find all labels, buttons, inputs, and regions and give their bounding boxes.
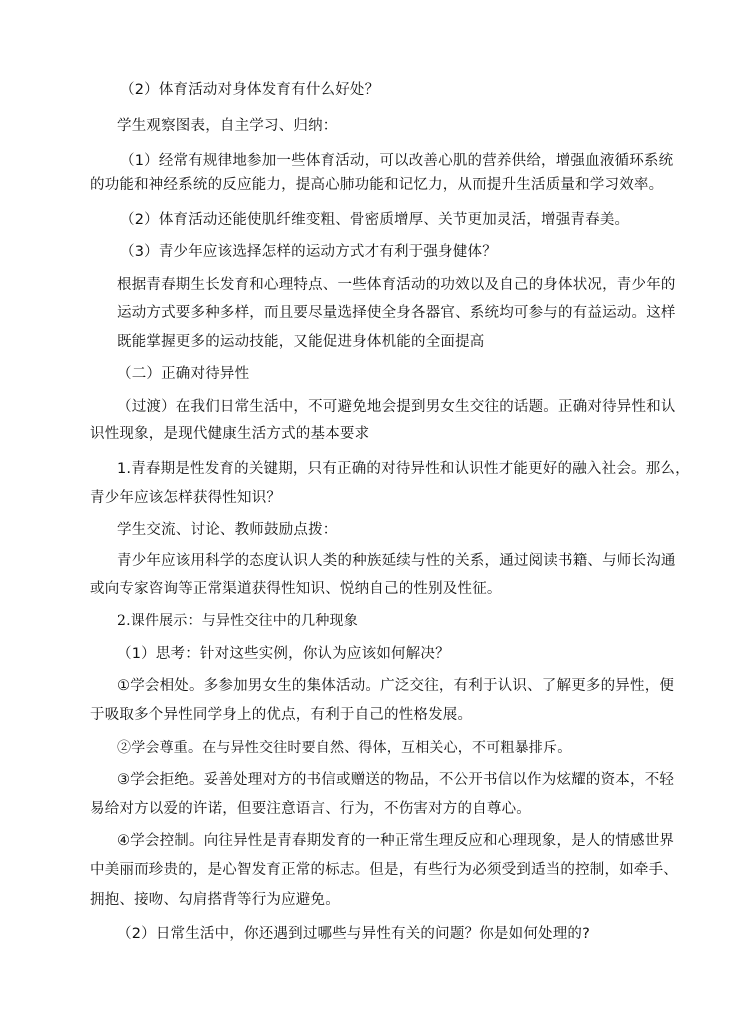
paragraph-line: 既能掌握更多的运动技能，又能促进身体机能的全面提高 <box>117 334 485 350</box>
question-heading: （2）日常生活中，你还遇到过哪些与异性有关的问题？你是如何处理的? <box>117 926 591 942</box>
paragraph-line: 识性现象，是现代健康生活方式的基本要求 <box>90 426 370 442</box>
paragraph-line: 运动方式要多种多样，而且要尽量选择使全身各器官、系统均可参与的有益运动。这样 <box>117 305 676 321</box>
list-item: ③学会拒绝。妥善处理对方的书信或赠送的物品，不公开书信以作为炫耀的资本，不轻 <box>117 772 675 788</box>
list-item: ②学会尊重。在与异性交往时要自然、得体，互相关心，不可粗暴排斥。 <box>117 740 572 756</box>
paragraph-line: （1）经常有规律地参加一些体育活动，可以改善心肌的营养供给，增强血液循环系统 <box>120 153 674 169</box>
section-heading: （二）正确对待异性 <box>117 366 250 382</box>
courseware-heading: 2.课件展示：与异性交往中的几种现象 <box>117 613 358 629</box>
list-item-continuation: 拥抱、接吻、勾肩搭背等行为应避免。 <box>90 892 340 908</box>
list-item: ①学会相处。多参加男女生的集体活动。广泛交往，有利于认识、了解更多的异性，便 <box>117 678 675 694</box>
question-3-heading: （3）青少年应该选择怎样的运动方式才有利于强身健体？ <box>120 244 497 260</box>
paragraph-line: 青少年应该怎样获得性知识？ <box>90 490 282 506</box>
list-item-continuation: 易给对方以爱的许诺，但要注意语言、行为，不伤害对方的自尊心。 <box>90 801 531 817</box>
paragraph-line: （过渡）在我们日常生活中，不可避免地会提到男女生交往的话题。正确对待异性和认 <box>117 399 676 415</box>
paragraph-line: （2）体育活动还能使肌纤维变粗、骨密质增厚、关节更加灵活，增强青春美。 <box>120 212 630 228</box>
question-2-heading: （2）体育活动对身体发育有什么好处？ <box>120 82 380 98</box>
paragraph-line: 青少年应该用科学的态度认识人类的种族延续与性的关系，通过阅读书籍、与师长沟通 <box>117 553 676 569</box>
thinking-question: （1）思考：针对这些实例，你认为应该如何解决？ <box>117 646 450 662</box>
paragraph-line: 根据青春期生长发育和心理特点、一些体育活动的功效以及自己的身体状况，青少年的 <box>117 277 676 293</box>
paragraph-line: 或向专家咨询等正常渠道获得性知识、悦纳自己的性别及性征。 <box>90 581 502 597</box>
student-activity-line: 学生观察图表，自主学习、归纳： <box>117 118 338 134</box>
paragraph-line: 的功能和神经系统的反应能力，提高心肺功能和记忆力，从而提升生活质量和学习效率。 <box>90 177 664 193</box>
list-item-continuation: 中美丽而珍贵的，是心智发育正常的标志。但是，有些行为必须受到适当的控制，如牵手、 <box>90 862 678 878</box>
list-item: ④学会控制。向往异性是青春期发育的一种正常生理反应和心理现象，是人的情感世界 <box>117 833 675 849</box>
student-activity-line: 学生交流、讨论、教师鼓励点拨： <box>117 522 338 538</box>
list-item-continuation: 于吸取多个异性同学身上的优点，有利于自己的性格发展。 <box>90 707 473 723</box>
paragraph-line: 1.青春期是性发育的关键期，只有正确的对待异性和认识性才能更好的融入社会。那么， <box>117 461 690 477</box>
